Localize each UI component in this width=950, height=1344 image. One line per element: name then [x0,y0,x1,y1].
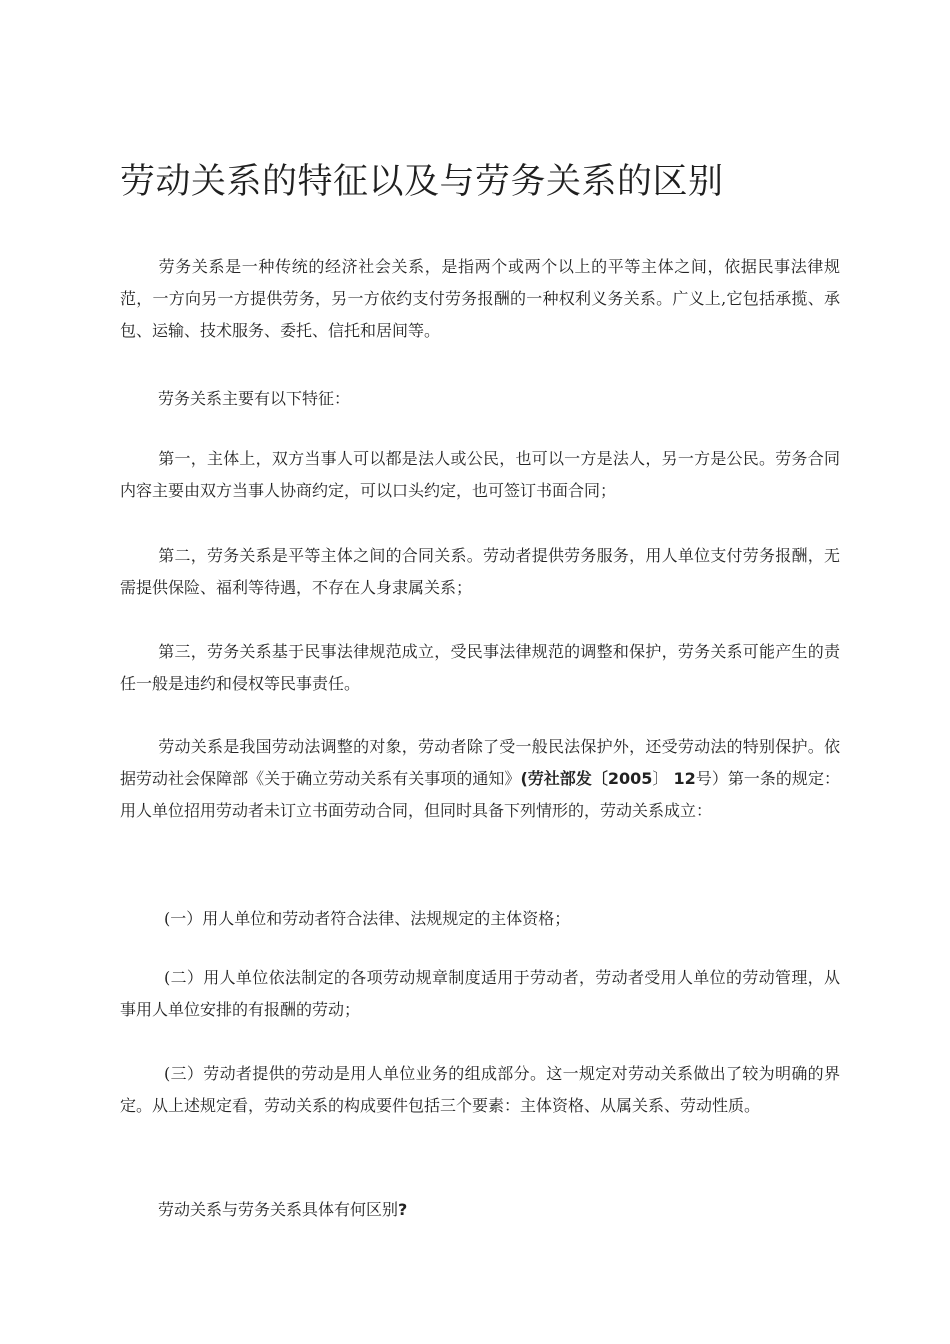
paragraph-text: 劳务关系是一种传统的经济社会关系，是指两个或两个以上的平等主体之间，依据民事法律规范，一方向另一方提供劳务，另一方依约支付劳务报酬的一种权利义务关系。广义上,它包括承揽、承包、运输、技术服务、委托、信托和居间等。 [120,257,840,340]
paragraph-feature-two [120,540,840,604]
question-mark: ? [398,1200,408,1219]
paragraph-condition-two [120,962,840,1026]
paragraph-labor-relation-regulation [120,731,840,827]
paragraph-condition-three [120,1058,840,1122]
paragraph-feature-three [120,636,840,700]
document-number: 12 [673,769,696,788]
paragraph-text: (一）用人单位和劳动者符合法律、法规规定的主体资格； [164,909,571,928]
document-reference-open: (劳社部发〔 [520,769,608,788]
document-year: 2005 [607,769,653,788]
paragraph-text: 第三，劳务关系基于民事法律规范成立，受民事法律规范的调整和保护，劳务关系可能产生的责任一般是违约和侵权等民事责任。 [120,642,840,693]
paragraph-text: 第一，主体上，双方当事人可以都是法人或公民，也可以一方是法人，另一方是公民。劳务合同内容主要由双方当事人协商约定，可以口头约定，也可签订书面合同； [120,449,840,500]
paragraph-text: 劳务关系主要有以下特征： [158,389,351,408]
paragraph-text: 劳动关系与劳务关系具体有何区别 [158,1200,399,1219]
paragraph-text-continued: 号）第一条的规定：用人单位招用劳动者未订立书面劳动合同，但同时具备下列情形的，劳动关系成立： [120,769,840,820]
paragraph-text: (三）劳动者提供的劳动是用人单位业务的组成部分。这一规定对劳动关系做出了较为明确的界定。从上述规定看，劳动关系的构成要件包括三个要素：主体资格、从属关系、劳动性质。 [120,1064,840,1115]
paragraph-feature-one [120,443,840,507]
document-reference-bracket: 〕 [652,769,669,788]
document-title: 劳动关系的特征以及与劳务关系的区别 [120,162,724,202]
paragraph-labor-service-definition [120,251,840,347]
paragraph-features-intro [120,383,840,415]
paragraph-text: 劳动关系是我国劳动法调整的对象，劳动者除了受一般民法保护外，还受劳动法的特别保护。依据劳动社会保障部《关于确立劳动关系有关事项的通知》 [120,737,840,788]
paragraph-text: 第二，劳务关系是平等主体之间的合同关系。劳动者提供劳务服务，用人单位支付劳务报酬，无需提供保险、福利等待遇，不存在人身隶属关系； [120,546,840,597]
paragraph-difference-question [120,1194,840,1226]
paragraph-condition-one [120,903,840,935]
paragraph-text: (二）用人单位依法制定的各项劳动规章制度适用于劳动者，劳动者受用人单位的劳动管理，从事用人单位安排的有报酬的劳动； [120,968,840,1019]
